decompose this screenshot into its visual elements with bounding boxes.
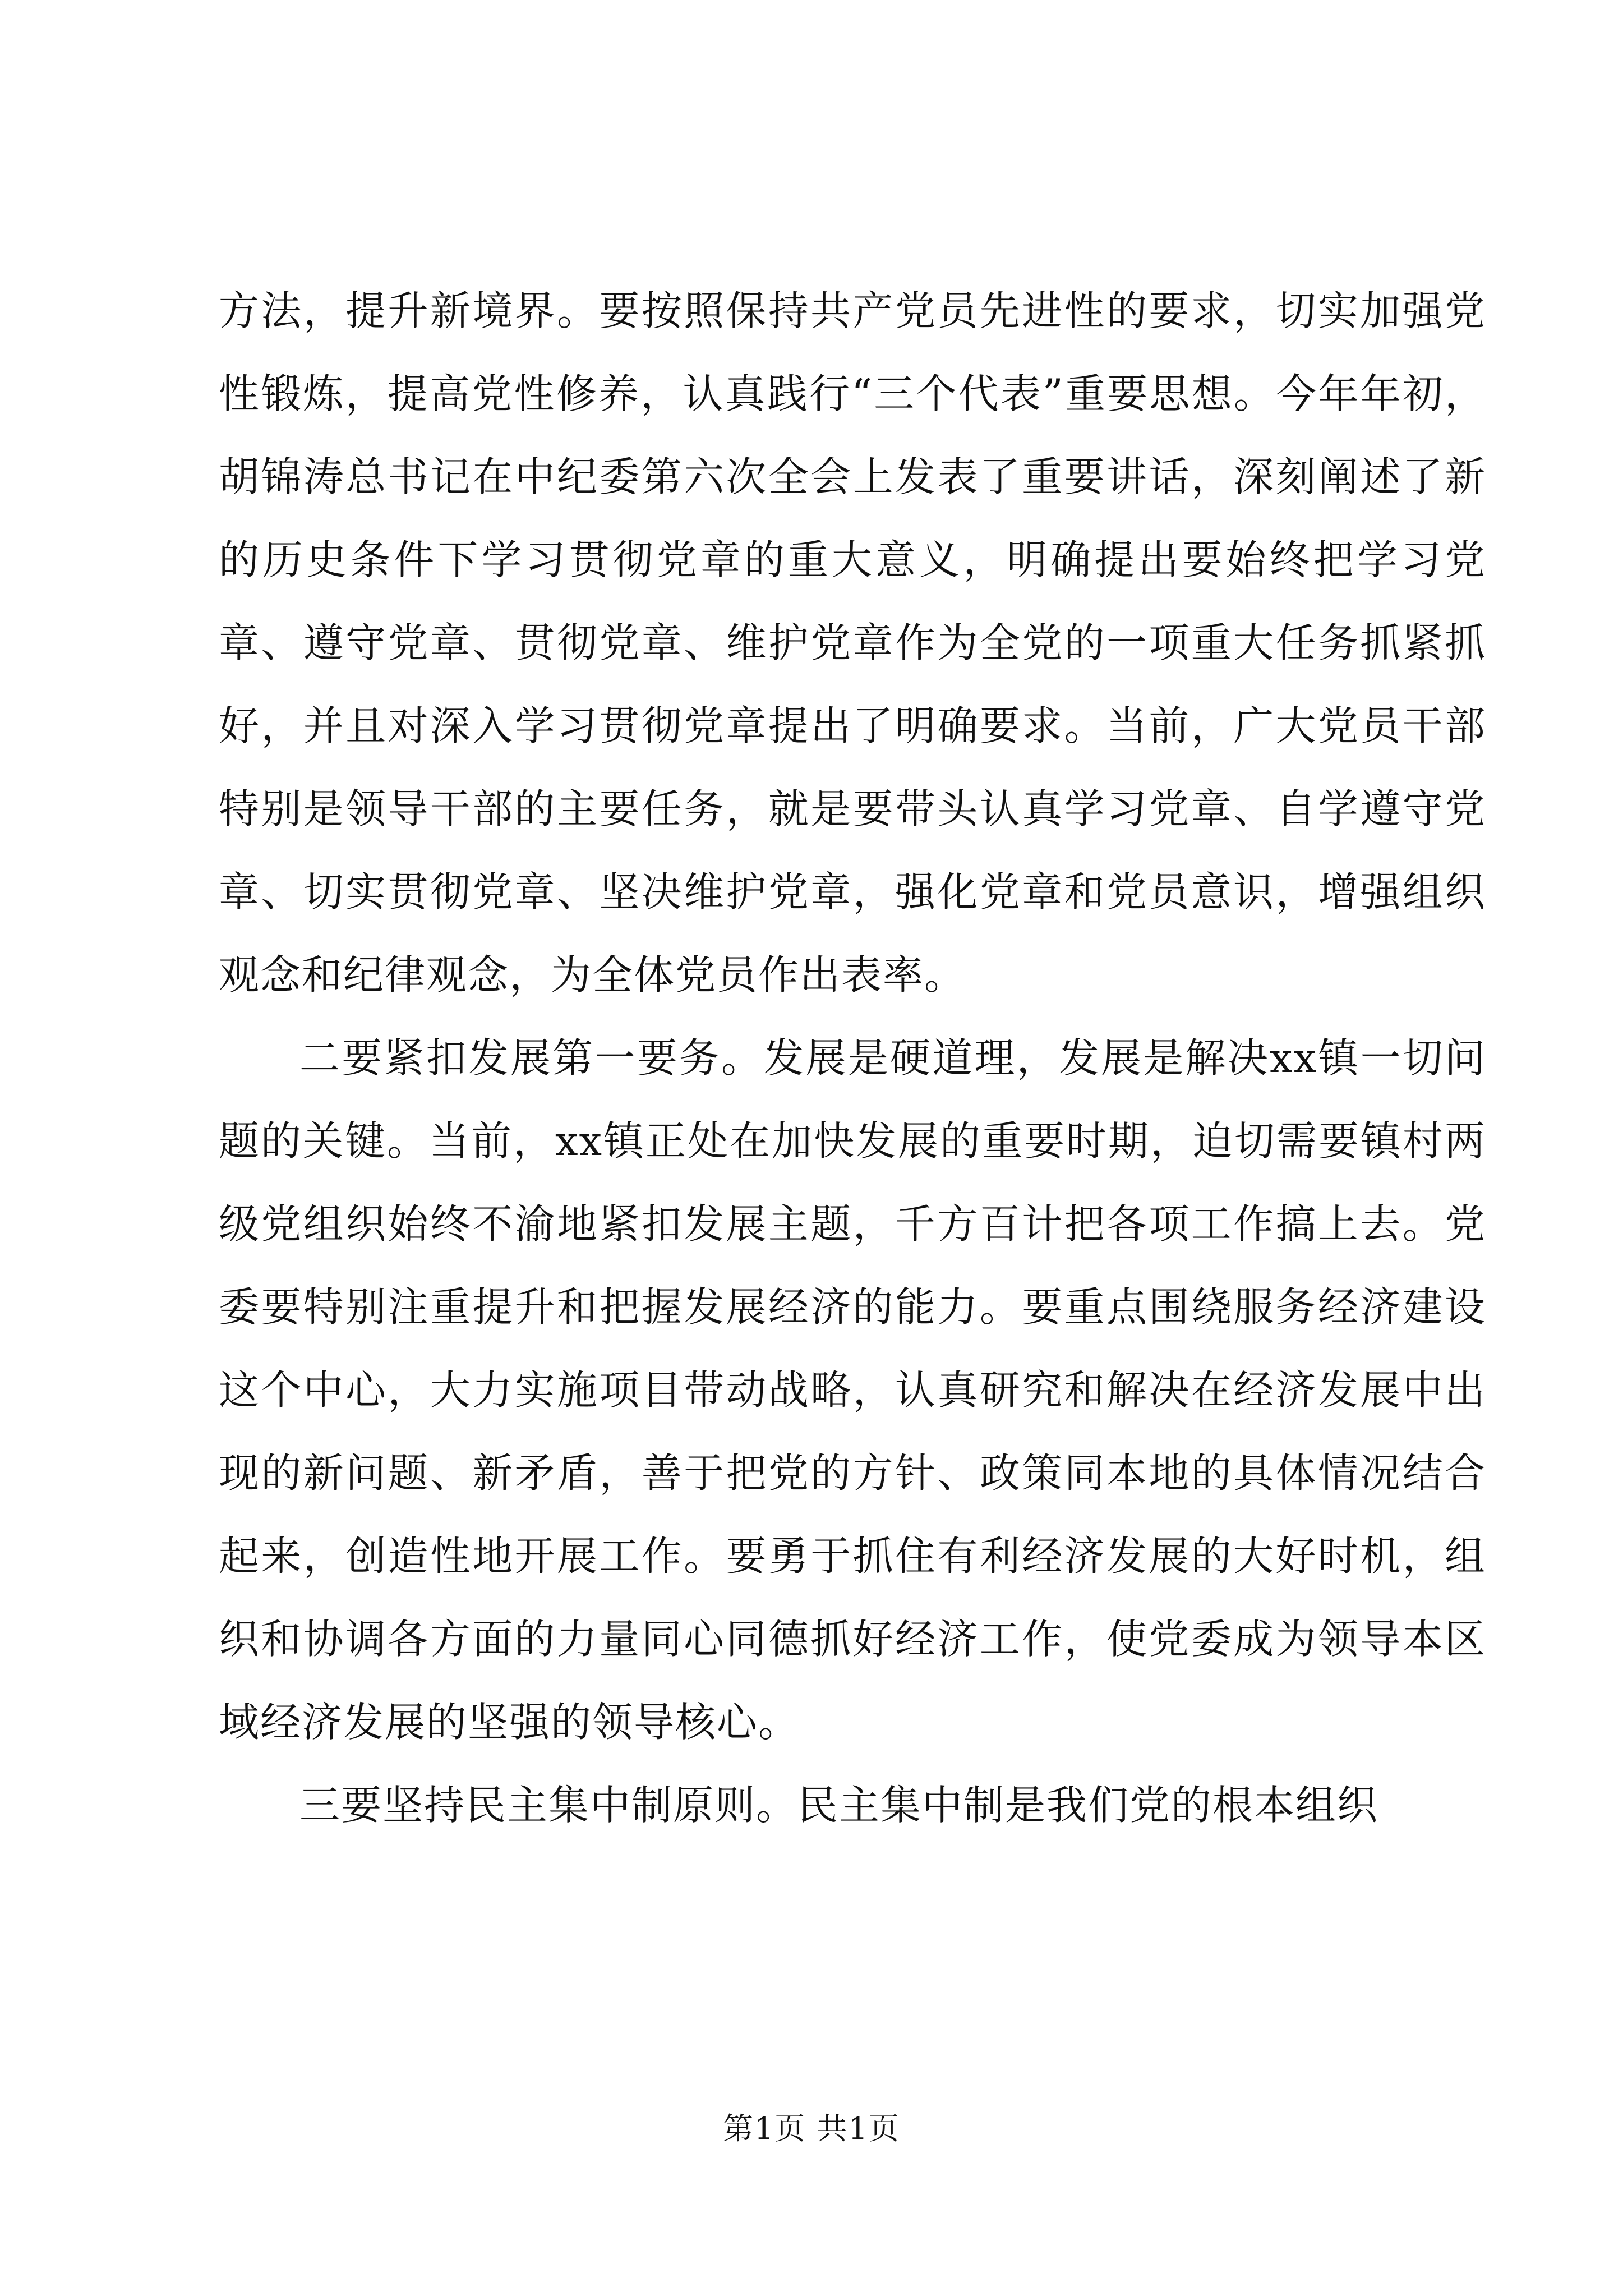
document-body (219, 269, 1486, 1847)
page-footer: 第1页 共1页 (723, 2111, 900, 2146)
paragraph-1: 方法，提升新境界。要按照保持共产党员先进性的要求，切实加强党性锻炼，提高党性修养，认真践行“三个代表”重要思想。今年年初，胡锦涛总书记在中纪委第六次全会上发表了重要讲话，深刻阐述了新的历史条件下学习贯彻党章的重大意义，明确提出要始终把学习党章、遵守党章、贯彻党章、维护党章作为全党的一项重大任务抓紧抓好，并且对深入学习贯彻党章提出了明确要求。当前，广大党员干部特别是领导干部的主要任务，就是要带头认真学习党章、自学遵守党章、切实贯彻党章、坚决维护党章，强化党章和党员意识，增强组织观念和纪律观念，为全体党员作出表率。 (219, 287, 1486, 999)
paragraph-2: 二要紧扣发展第一要务。发展是硬道理，发展是解决xx镇一切问题的关键。当前，xx镇正处在加快发展的重要时期，迫切需要镇村两级党组织始终不渝地紧扣发展主题，千方百计把各项工作搞上去。党委要特别注重提升和把握发展经济的能力。要重点围绕服务经济建设这个中心，大力实施项目带动战略，认真研究和解决在经济发展中出现的新问题、新矛盾，善于把党的方针、政策同本地的具体情况结合起来，创造性地开展工作。要勇于抓住有利经济发展的大好时机，组织和协调各方面的力量同心同德抓好经济工作，使党委成为领导本区域经济发展的坚强的领导核心。 (219, 1034, 1486, 1746)
paragraph-3: 三要坚持民主集中制原则。民主集中制是我们党的根本组织 (299, 1782, 1379, 1829)
